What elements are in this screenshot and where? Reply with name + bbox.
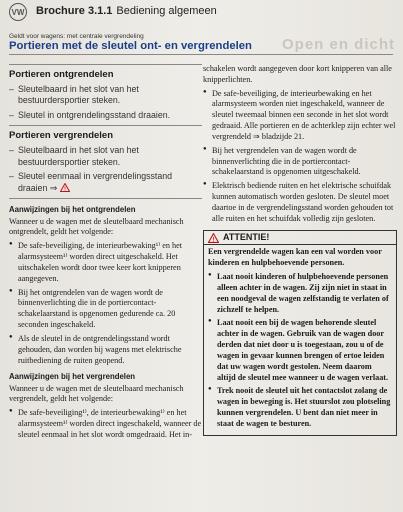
svg-text:!: !: [63, 186, 66, 192]
right-column: [203, 64, 397, 436]
lock-step-text: Sleutel eenmaal in vergrendelingsstand draaien ⇒: [18, 171, 173, 193]
warning-triangle-icon: [60, 183, 70, 192]
lock-step: – Sleutelbaard in het slot van het bestuurdersportier steken.: [9, 145, 202, 168]
lock-note-item: ● Elektrisch bediende ruiten en het elektrische schuifdak kunnen automatisch worden gesloten. De sleutel moet daartoe in de vergrendelingsstand worden gehouden tot alle ruiten en het schuifdak volledig zijn gesloten.: [203, 181, 397, 224]
unlock-heading: Portieren ontgrendelen: [9, 69, 114, 80]
lock-step: [9, 171, 202, 194]
lock-note-item: ● De safe-beveiliging¹⁾, de interieurbewaking¹⁾ en het alarmsysteem¹⁾ worden direct ingeschakeld, wanneer de sleutel eenmaal in het slot wordt omgedraaid. Het in-: [9, 408, 202, 440]
unlock-note-item: ● Als de sleutel in de ontgrendelingsstand wordt gehouden, dan worden bij wagens met elektrische ruitbediening de ruiten geopend.: [9, 334, 202, 366]
warning-title: ATTENTIE!: [223, 231, 270, 242]
unlock-note-item: ● De safe-beveiliging, de interieurbewaking¹⁾ en het alarmsysteem¹⁾ worden direct uitgeschakeld. Het uitschakelen wordt door twee keer kort knipperen aangegeven.: [9, 241, 202, 284]
brochure-number: Brochure 3.1.1: [36, 5, 113, 17]
divider: [9, 64, 202, 65]
divider: [9, 198, 202, 199]
warning-intro: Een vergrendelde wagen kan een val worden voor kinderen en hulpbehoevende personen.: [208, 247, 382, 268]
unlock-notes-intro: Wanneer u de wagen met de sleutelbaard mechanisch ontgrendelt, geldt het volgende:: [9, 216, 184, 237]
left-column: [9, 64, 202, 444]
lock-note-item: ● Bij het vergrendelen van de wagen wordt de binnenverlichting die in de portiercontact-schakelaarstand is opgenomen uitgeschakeld.: [203, 146, 397, 178]
unlock-step: – Sleutelbaard in het slot van het bestuurdersportier steken.: [9, 84, 202, 107]
lock-notes-intro: Wanneer u de wagen met de sleutelbaard mechanisch vergrendelt, geldt het volgende:: [9, 383, 184, 404]
header-title: [36, 5, 217, 17]
warning-body: [204, 245, 396, 434]
warning-item: ● Laat nooit kinderen of hulpbehoevende personen alleen achter in de wagen. Zij zijn niet in staat in een noodgeval de wagen zelfstandig te verlaten of zichzelf te helpen.: [208, 272, 392, 315]
unlock-step: – Sleutel in ontgrendelingsstand draaien.: [9, 110, 202, 122]
unlock-notes-heading: Aanwijzingen bij het ontgrendelen: [9, 205, 136, 215]
divider: [9, 125, 202, 126]
lock-note-item: ● De safe-beveiliging, de interieurbewaking en het alarmsysteem worden niet ingeschakeld, wanneer de sleutel tweemaal binnen een seconde in het slot wordt gedraaid. Alle portieren en de achterklep zijn echter wel vergrendeld ⇒ bladzijde 21.: [203, 89, 397, 143]
warning-triangle-icon: [208, 233, 219, 243]
warning-item: ● Laat nooit een bij de wagen behorende sleutel achter in de wagen. Gebruik van de wagen door derden dat niet door u is toegestaan, zou u of de wagen in gevaar kunnen brengen of ertoe leiden dat uw wagen wordt gestolen. Neem daarom altijd de sleutel mee wanneer u de wagen verlaat.: [208, 318, 392, 383]
svg-text:!: !: [212, 236, 215, 243]
chapter-title: Bediening algemeen: [116, 5, 217, 17]
section-title: Portieren met de sleutel ont- en vergrendelen: [9, 40, 393, 55]
applicability-note: Geldt voor wagens: met centrale vergrendeling: [9, 33, 144, 40]
warning-header: [204, 231, 396, 246]
unlock-note-item: ● Bij het ontgrendelen van de wagen wordt de binnenverlichting die in de portiercontact-schakelaarstand is opgenomen gedurende ca. 20 seconden ingeschakeld.: [9, 288, 202, 331]
continued-text: schakelen wordt aangegeven door kort knipperen van alle knipperlichten.: [203, 64, 392, 84]
vw-logo-icon: VW: [9, 3, 27, 21]
lock-notes-heading: Aanwijzingen bij het vergrendelen: [9, 372, 136, 382]
page-header: [0, 0, 403, 26]
watermark: Open en dicht: [281, 36, 395, 53]
warning-box: [203, 230, 397, 436]
lock-heading: Portieren vergrendelen: [9, 130, 114, 142]
warning-item: ● Trek nooit de sleutel uit het contactslot zolang de wagen in beweging is. Het stuurslot zou plotseling kunnen vergrendelen. U bent dan niet meer in staat de wagen te besturen.: [208, 386, 392, 429]
